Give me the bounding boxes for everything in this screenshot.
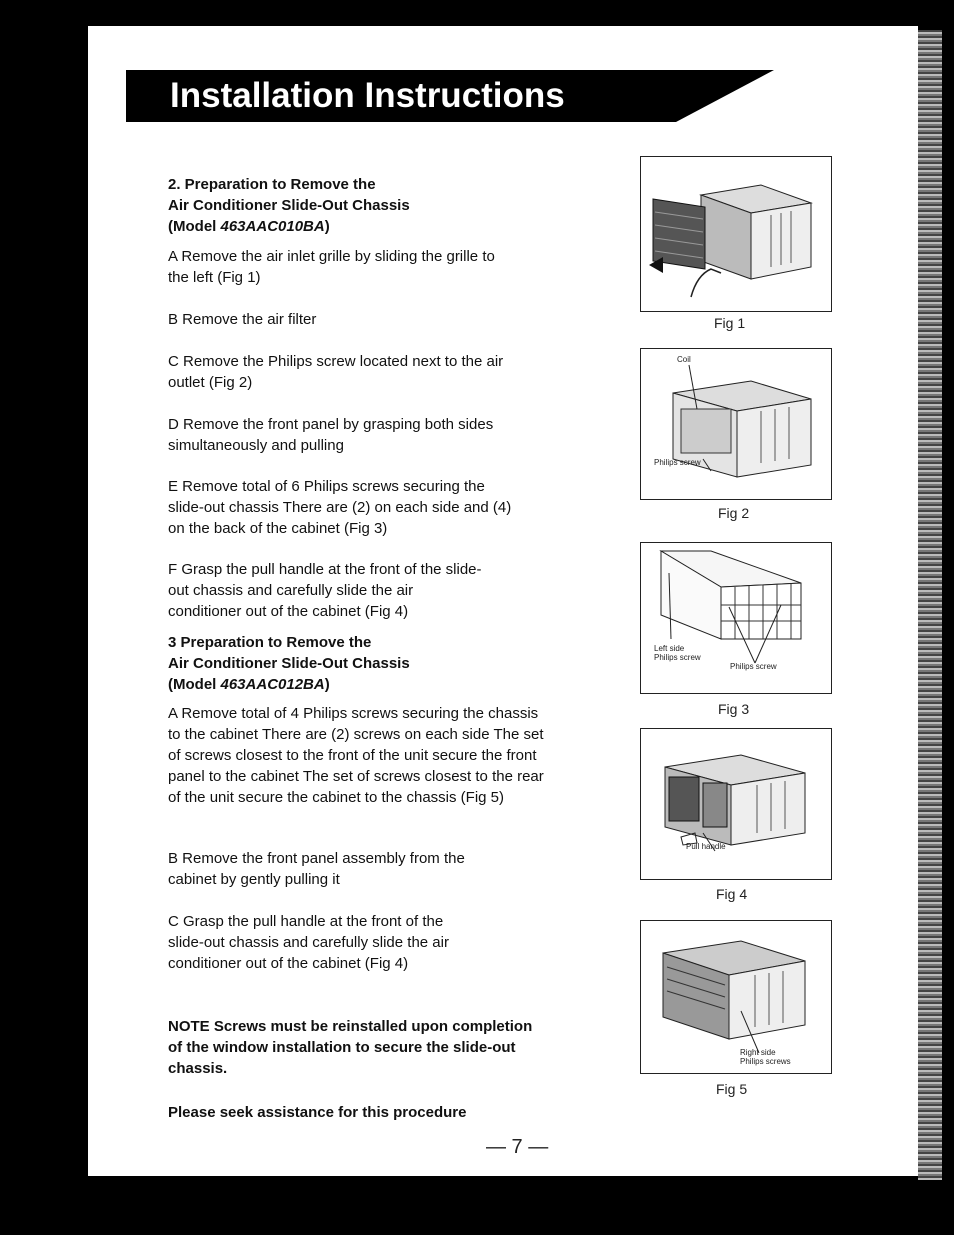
scanned-page-edge (918, 30, 942, 1180)
figure-1-caption: Fig 1 (714, 315, 746, 331)
page-number: — 7 — (486, 1136, 549, 1158)
figure-3-left-screw-label: Philips screw (654, 653, 701, 662)
figure-2-caption: Fig 2 (718, 505, 750, 521)
air-conditioner-grille-illustration (641, 157, 831, 311)
figure-5 (640, 920, 832, 1074)
figure-2-screw-label: Philips screw (654, 458, 701, 467)
figure-2 (640, 348, 832, 500)
assistance-note: Please seek assistance for this procedure (168, 1104, 467, 1121)
figure-5-right-side-label: Right side (740, 1048, 776, 1057)
section-2-step-c: C Remove the Philips screw located next to the air outlet (Fig 2) (168, 353, 504, 391)
section-2-step-f: F Grasp the pull handle at the front of the slide-out chassis and carefully slide the air conditioner out of the cabinet (Fig 4) (168, 561, 482, 620)
figure-4-handle-label: Pull handle (686, 842, 726, 851)
section-3-heading: 3 Preparation to Remove the Air Conditioner Slide-Out Chassis (Model 463AAC012BA) (168, 634, 410, 693)
section-2-step-a: A Remove the air inlet grille by sliding the grille to the left (Fig 1) (168, 248, 495, 286)
figure-5-screws-label: Philips screws (740, 1057, 791, 1066)
figure-2-coil-label: Coil (677, 355, 691, 364)
manual-page (88, 26, 918, 1176)
section-2-heading: 2. Preparation to Remove the Air Conditioner Slide-Out Chassis (Model 463AAC010BA) (168, 176, 410, 235)
front-panel-screws-illustration (641, 921, 831, 1073)
figure-3-caption: Fig 3 (718, 701, 750, 717)
section-2-step-e: E Remove total of 6 Philips screws securing the slide-out chassis There are (2) on each side and (4) on the back of the cabinet (Fig 3) (168, 478, 512, 537)
section-3-step-a: A Remove total of 4 Philips screws securing the chassis to the cabinet There are (2) screws on each side The set of screws closest to the front of the unit secure the front panel to the cabinet The set of screws closest to the rear of the unit secure the cabinet to the chassis (Fig 5) (168, 705, 544, 806)
section-3-step-b: B Remove the front panel assembly from the cabinet by gently pulling it (168, 850, 465, 888)
section-3-step-c: C Grasp the pull handle at the front of the slide-out chassis and carefully slide the air conditioner out of the cabinet (Fig 4) (168, 913, 449, 972)
figure-1 (640, 156, 832, 312)
figure-3-left-side-label: Left side (654, 644, 685, 653)
reinstall-note: NOTE Screws must be reinstalled upon completion of the window installation to secure the slide-out chassis. (168, 1018, 533, 1077)
air-conditioner-front-panel-illustration (641, 349, 831, 499)
section-3 (168, 632, 588, 695)
section-2-step-b: B Remove the air filter (168, 311, 317, 328)
title-bar-wedge (674, 70, 774, 122)
slide-out-chassis-illustration (641, 729, 831, 879)
section-2-step-d: D Remove the front panel by grasping both sides simultaneously and pulling (168, 416, 494, 454)
figure-3-right-screw-label: Philips screw (730, 662, 777, 671)
figure-3 (640, 542, 832, 694)
figure-5-caption: Fig 5 (716, 1081, 748, 1097)
figure-4 (640, 728, 832, 880)
figure-4-caption: Fig 4 (716, 886, 748, 902)
page-title: Installation Instructions (126, 70, 676, 122)
section-2 (168, 174, 588, 237)
